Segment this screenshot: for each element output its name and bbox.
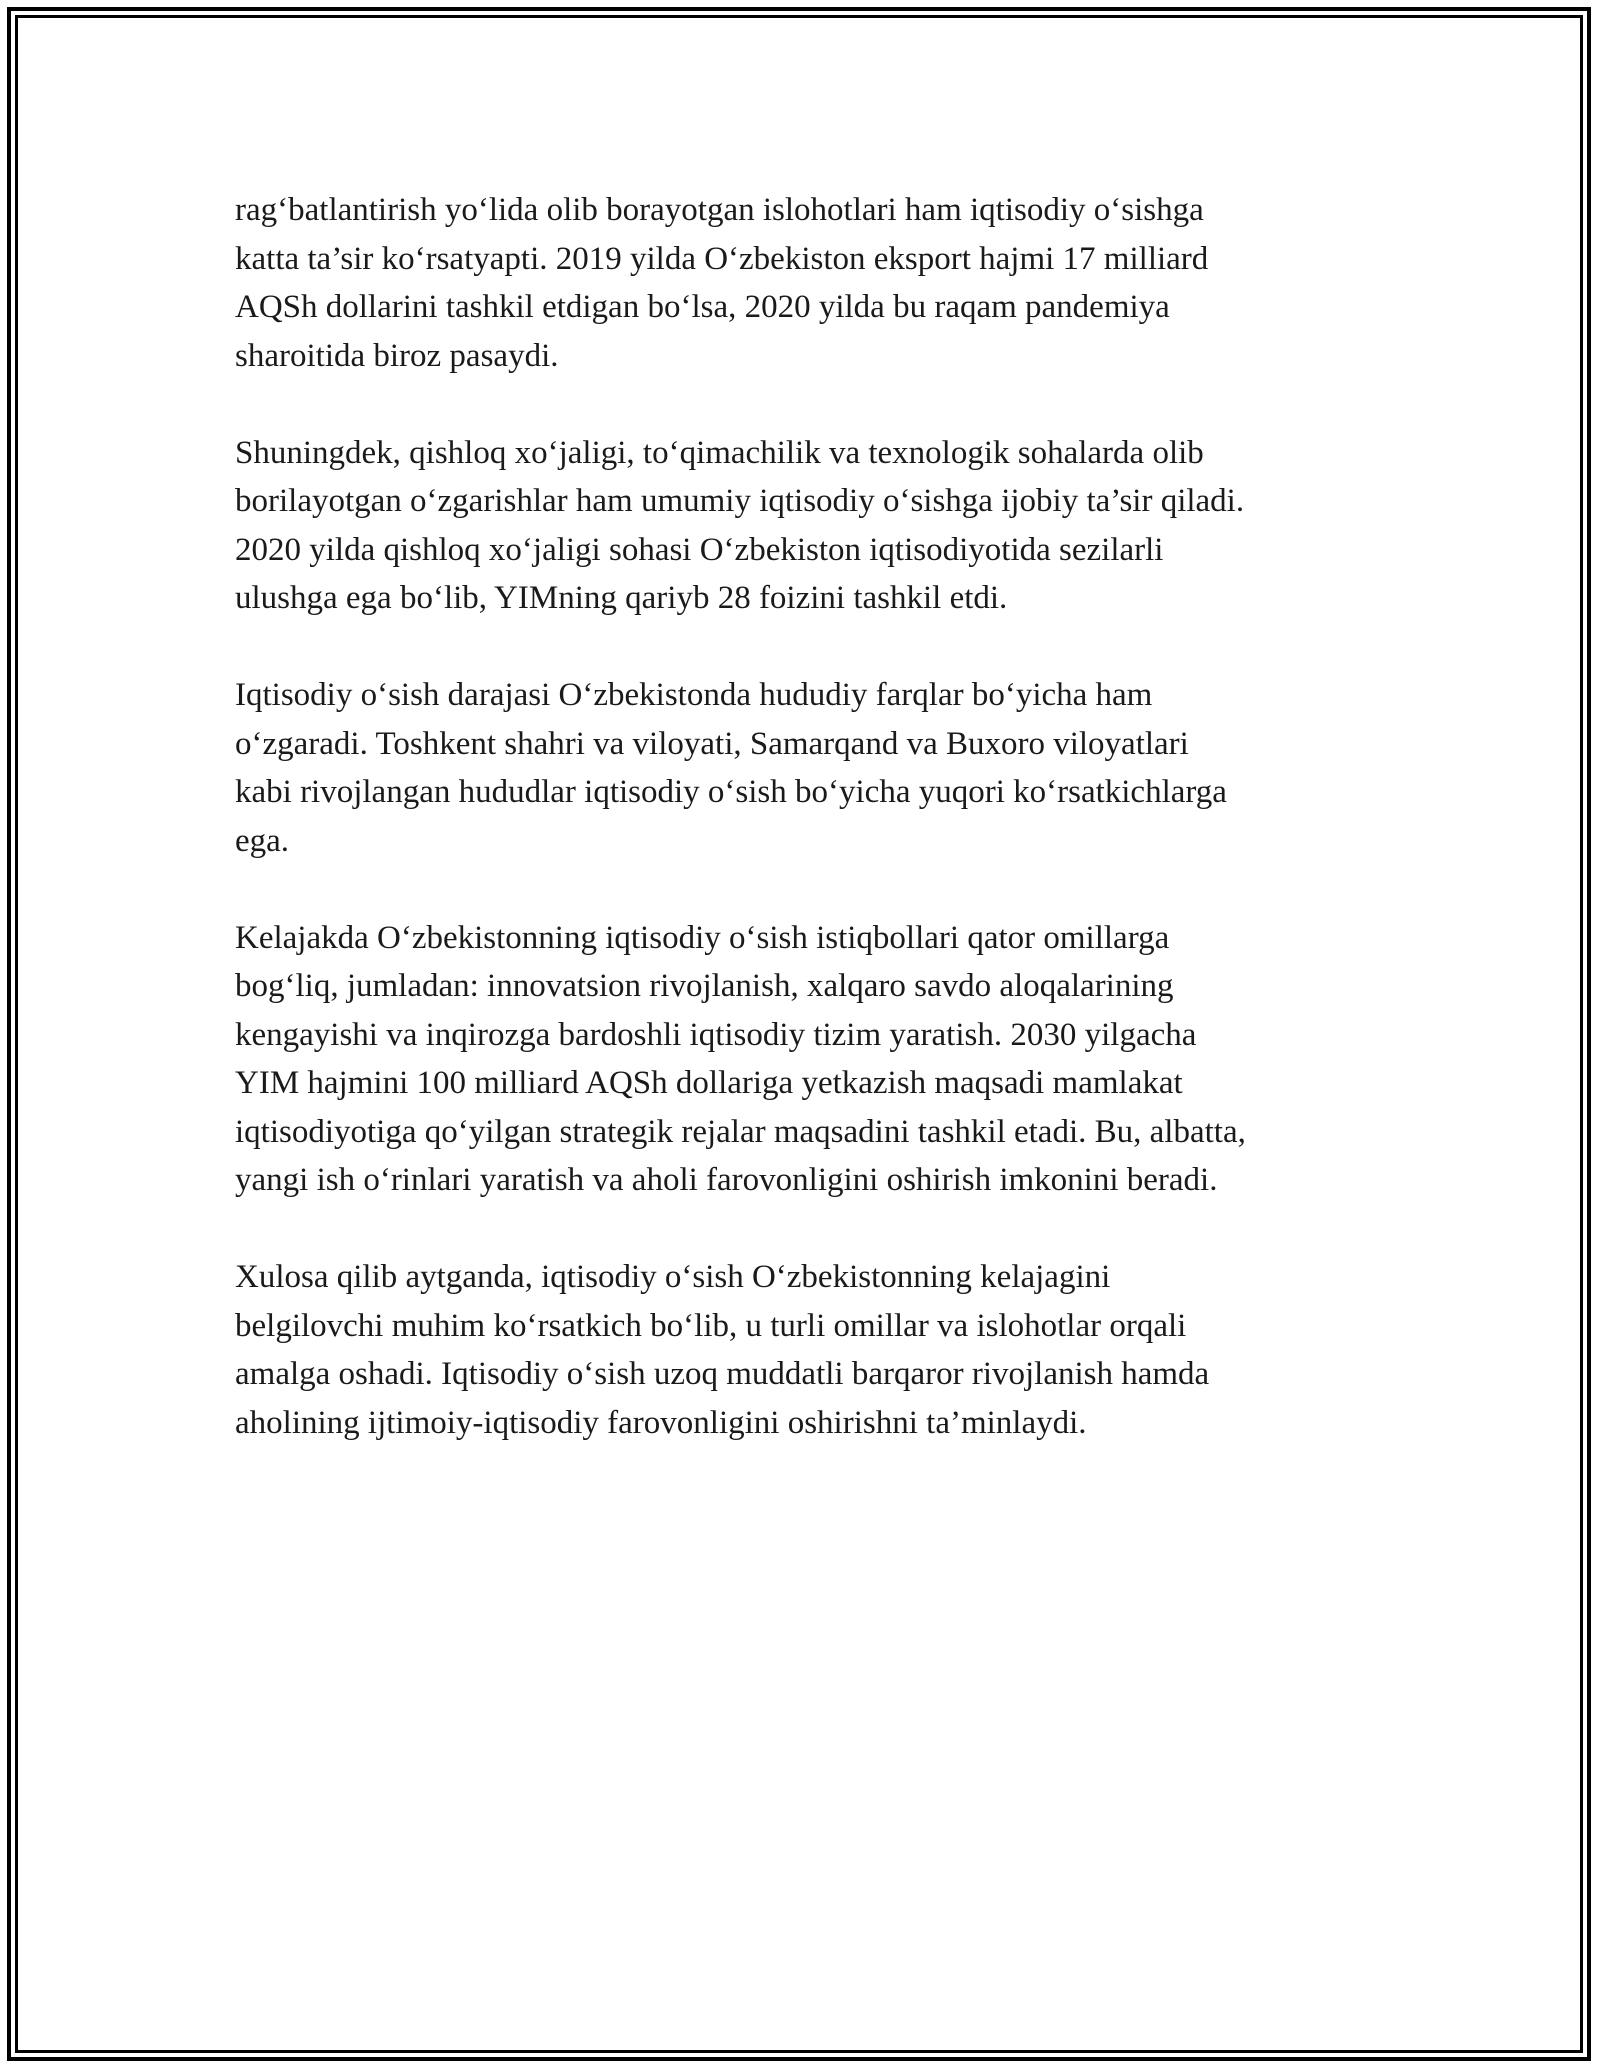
text-line: iqtisodiyotiga qo‘yilgan strategik rejalar maqsadini tashkil etadi. Bu, albatta,	[235, 1113, 1246, 1150]
text-line: kabi rivojlangan hududlar iqtisodiy o‘sish bo‘yicha yuqori ko‘rsatkichlarga	[235, 774, 1227, 810]
text-line: YIM hajmini 100 milliard AQSh dollariga yetkazish maqsadi mamlakat	[235, 1065, 1183, 1101]
text-line: yangi ish o‘rinlari yaratish va aholi farovonligini oshirish imkonini beradi.	[235, 1162, 1218, 1198]
text-line: belgilovchi muhim ko‘rsatkich bo‘lib, u turli omillar va islohotlar orqali	[235, 1307, 1187, 1344]
text-line: Xulosa qilib aytganda, iqtisodiy o‘sish O‘zbekistonning kelajagini	[235, 1259, 1111, 1295]
text-line: kengayishi va inqirozga bardoshli iqtisodiy tizim yaratish. 2030 yilgacha	[235, 1016, 1197, 1053]
paragraph-export	[235, 186, 1365, 380]
paragraph-regional	[235, 671, 1365, 865]
text-line: 2020 yilda qishloq xo‘jaligi sohasi O‘zbekiston iqtisodiyotida sezilarli	[235, 531, 1164, 568]
text-line: amalga oshadi. Iqtisodiy o‘sish uzoq muddatli barqaror rivojlanish hamda	[235, 1356, 1210, 1392]
text-line: bog‘liq, jumladan: innovatsion rivojlanish, xalqaro savdo aloqalarining	[235, 968, 1174, 1004]
text-line: Shuningdek, qishloq xo‘jaligi, to‘qimachilik va texnologik sohalarda olib	[235, 434, 1204, 471]
paragraph-agriculture	[235, 429, 1365, 623]
text-line: AQSh dollarini tashkil etdigan bo‘lsa, 2020 yilda bu raqam pandemiya	[235, 289, 1170, 325]
text-line: sharoitida biroz pasaydi.	[235, 337, 559, 374]
paragraph-future	[235, 914, 1365, 1205]
text-line: borilayotgan o‘zgarishlar ham umumiy iqtisodiy o‘sishga ijobiy ta’sir qiladi.	[235, 483, 1245, 519]
text-line: ega.	[235, 822, 290, 859]
text-line: katta ta’sir ko‘rsatyapti. 2019 yilda O‘zbekiston eksport hajmi 17 milliard	[235, 240, 1209, 277]
text-line: aholining ijtimoiy-iqtisodiy farovonligini oshirishni ta’minlaydi.	[235, 1404, 1087, 1441]
text-line: o‘zgaradi. Toshkent shahri va viloyati, Samarqand va Buxoro viloyatlari	[235, 725, 1189, 762]
text-line: ulushga ega bo‘lib, YIMning qariyb 28 foizini tashkil etdi.	[235, 580, 1008, 616]
paragraph-conclusion	[235, 1253, 1365, 1447]
text-line: rag‘batlantirish yo‘lida olib borayotgan islohotlari ham iqtisodiy o‘sishga	[235, 192, 1204, 228]
text-line: Kelajakda O‘zbekistonning iqtisodiy o‘sish istiqbollari qator omillarga	[235, 919, 1170, 956]
text-line: Iqtisodiy o‘sish darajasi O‘zbekistonda hududiy farqlar bo‘yicha ham	[235, 677, 1153, 713]
document-body	[235, 186, 1365, 1496]
